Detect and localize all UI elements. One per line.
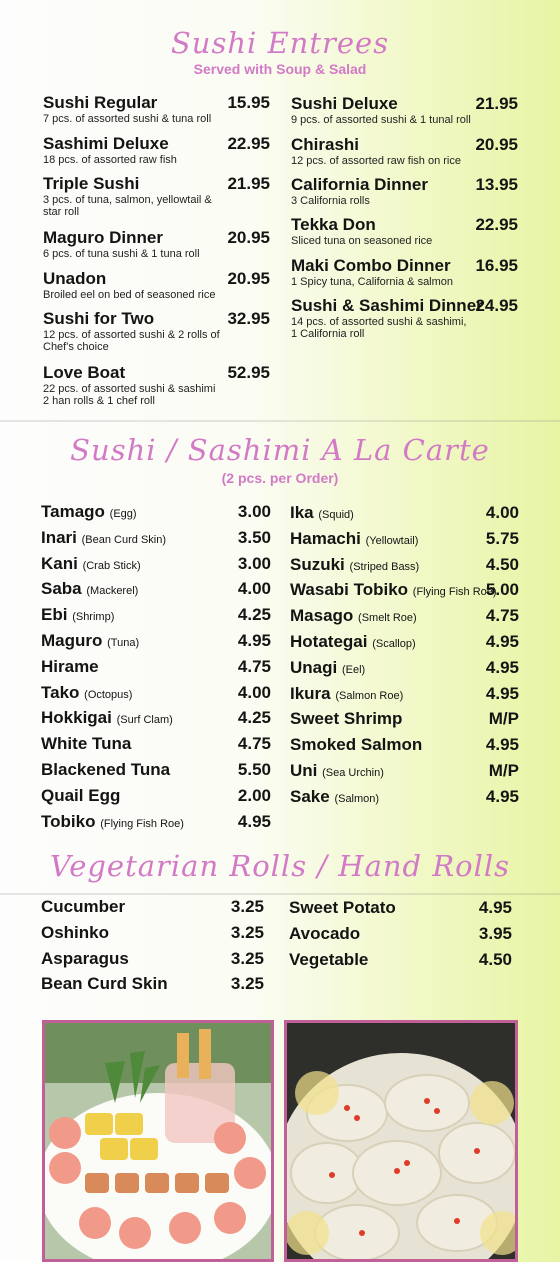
item-description (291, 316, 466, 340)
item-main-name: Tako (41, 682, 80, 702)
item-name (41, 657, 99, 677)
item-price: 4.75 (485, 606, 519, 626)
item-price: 13.95 (475, 175, 518, 194)
item-name: California Dinner (291, 175, 428, 194)
item-price: 4.95 (485, 683, 519, 703)
item-name: Love Boat (43, 363, 126, 382)
item-price: 3.25 (230, 897, 264, 916)
item-price: 4.95 (485, 657, 519, 677)
item-translation: (Yellowtail) (365, 534, 419, 547)
item-price: 4.95 (485, 786, 519, 806)
item-price: 21.95 (475, 94, 518, 113)
item-price: 4.00 (485, 503, 519, 522)
description-line: 7 pcs. of assorted sushi & tuna roll (43, 113, 212, 125)
description-line: 1 Spicy tuna, California & salmon (291, 276, 454, 288)
item-price: 32.95 (227, 309, 270, 328)
item-price: 20.95 (227, 228, 270, 247)
item-description (291, 235, 432, 247)
description-line: 3 pcs. of tuna, salmon, yellowtail & (43, 194, 212, 206)
item-price: 4.95 (485, 735, 519, 755)
item-translation: (Salmon) (334, 792, 380, 805)
item-main-name: Kani (41, 553, 78, 573)
entrees-subtitle: Served with Soup & Salad (193, 61, 367, 77)
item-name (290, 632, 416, 652)
item-price: 2.00 (237, 785, 271, 805)
description-line: 12 pcs. of assorted raw fish on rice (291, 155, 461, 167)
item-price: 4.25 (237, 605, 271, 625)
item-main-name: Smoked Salmon (290, 735, 423, 755)
item-description (43, 113, 211, 125)
item-main-name: Tobiko (41, 811, 96, 831)
item-translation: (Egg) (109, 508, 137, 520)
item-name: Sushi Regular (43, 93, 158, 112)
description-line: 18 pcs. of assorted raw fish (43, 154, 177, 166)
item-translation: (Scallop) (372, 638, 416, 650)
item-name (290, 709, 402, 729)
item-translation: (Salmon Roe) (335, 689, 404, 702)
description-line: 6 pcs. of tuna sushi & 1 tuna roll (43, 248, 200, 260)
description-line: 9 pcs. of assorted sushi & 1 tunal roll (291, 114, 471, 126)
item-price: 15.95 (227, 93, 270, 112)
item-name: Cucumber (41, 897, 126, 916)
item-price: 5.50 (237, 760, 271, 779)
item-price: 4.95 (237, 811, 271, 831)
item-main-name: Uni (290, 761, 318, 780)
item-main-name: Suzuki (290, 554, 345, 574)
description-line: Broiled eel on bed of seasoned rice (43, 289, 216, 301)
alacarte-title: Sushi / Sashimi A La Carte (70, 433, 490, 467)
item-name: Sushi for Two (43, 309, 155, 328)
item-main-name: Quail Egg (41, 785, 121, 805)
item-description (43, 289, 215, 301)
item-name (41, 631, 139, 651)
item-price: 20.95 (227, 269, 270, 288)
item-price: 3.25 (230, 922, 264, 942)
alacarte-subtitle: (2 pcs. per Order) (221, 470, 339, 486)
item-name (41, 786, 120, 806)
item-name: Oshinko (41, 922, 110, 942)
item-name (290, 503, 354, 523)
item-price: 4.25 (237, 708, 271, 728)
item-name: Bean Curd Skin (41, 974, 168, 994)
item-name: Asparagus (41, 948, 129, 968)
description-line: Sliced tuna on seasoned rice (291, 235, 433, 247)
item-translation: (Smelt Roe) (358, 612, 417, 625)
item-name (41, 605, 114, 625)
sushi-platter-photo (42, 1020, 274, 1262)
item-main-name: Sweet Shrimp (290, 709, 403, 729)
item-price: 3.25 (230, 948, 264, 968)
item-name (41, 579, 138, 599)
item-price: 20.95 (475, 135, 518, 154)
item-price: 3.95 (478, 923, 512, 943)
description-line: 2 han rolls & 1 chef roll (43, 395, 155, 407)
item-name (41, 812, 184, 832)
item-main-name: Maguro (41, 631, 103, 650)
item-name: Tekka Don (291, 215, 376, 234)
item-translation: (Striped Bass) (349, 560, 420, 573)
item-translation: (Tuna) (107, 637, 140, 649)
item-translation: (Mackerel) (86, 585, 139, 598)
entrees-title: Sushi Entrees (170, 26, 390, 60)
item-name (290, 555, 419, 575)
item-price: 52.95 (227, 363, 270, 382)
item-translation: (Flying Fish Roe) (412, 586, 497, 599)
item-translation: (Crab Stick) (82, 559, 141, 572)
item-price: 4.95 (485, 632, 519, 651)
item-price: 4.00 (237, 682, 271, 702)
item-name (41, 554, 141, 574)
item-main-name: Sake (290, 786, 330, 806)
item-price: M/P (488, 761, 519, 780)
item-translation: (Sea Urchin) (322, 767, 384, 779)
item-main-name: White Tuna (41, 734, 132, 754)
item-name: Sashimi Deluxe (43, 134, 169, 153)
item-price: M/P (488, 709, 519, 729)
item-price: 21.95 (227, 174, 270, 193)
item-description (43, 194, 212, 218)
item-main-name: Ikura (290, 683, 331, 703)
item-name: Sweet Potato (289, 898, 396, 917)
item-main-name: Masago (290, 606, 354, 626)
item-price: 4.95 (478, 898, 512, 917)
description-line: 3 California rolls (291, 195, 370, 207)
sushi-platter-illustration (45, 1023, 271, 1259)
item-name: Triple Sushi (43, 174, 140, 193)
sashimi-photo (284, 1020, 518, 1262)
item-description (43, 329, 220, 353)
item-description (43, 154, 177, 166)
item-description (291, 276, 453, 288)
item-main-name: Tamago (41, 502, 105, 521)
description-line: 1 California roll (291, 328, 365, 340)
item-translation: (Shrimp) (72, 611, 115, 624)
item-name: Maki Combo Dinner (291, 256, 451, 275)
description-line: 14 pcs. of assorted sushi & sashimi, (291, 316, 467, 328)
item-name: Avocado (289, 923, 361, 943)
item-price: 16.95 (475, 256, 518, 275)
item-price: 4.75 (237, 656, 271, 676)
item-name (41, 734, 131, 754)
item-main-name: Hokkigai (41, 708, 112, 728)
item-name (41, 760, 170, 780)
item-name (290, 735, 422, 755)
item-main-name: Ika (290, 503, 314, 522)
fold-line (0, 893, 560, 895)
item-name (290, 787, 379, 807)
description-line: star roll (43, 206, 80, 218)
description-line: Chef's choice (43, 341, 109, 353)
item-description (291, 114, 471, 126)
item-price: 4.50 (478, 949, 512, 969)
item-translation: (Eel) (341, 663, 366, 676)
item-price: 22.95 (227, 134, 270, 153)
item-description (291, 195, 370, 207)
item-name: Unadon (43, 269, 107, 288)
item-main-name: Wasabi Tobiko (290, 580, 409, 600)
item-price: 3.00 (237, 502, 271, 521)
item-main-name: Inari (41, 527, 77, 547)
item-main-name: Hamachi (290, 528, 361, 548)
item-name (41, 708, 173, 728)
description-line: 12 pcs. of assorted sushi & 2 rolls of (43, 329, 220, 341)
item-main-name: Unagi (290, 657, 338, 677)
item-translation: (Bean Curd Skin) (81, 533, 167, 546)
item-name (41, 528, 166, 548)
item-price: 4.00 (237, 579, 271, 599)
item-description (291, 155, 461, 167)
description-line: 22 pcs. of assorted sushi & sashimi (43, 383, 216, 395)
item-name (290, 606, 417, 626)
fold-line (0, 420, 560, 422)
vegetarian-title: Vegetarian Rolls / Hand Rolls (49, 849, 511, 883)
item-price: 22.95 (475, 215, 518, 234)
item-translation: (Octopus) (84, 688, 133, 701)
item-description (43, 383, 215, 407)
item-main-name: Hotategai (290, 632, 368, 651)
item-translation: (Squid) (318, 509, 354, 521)
item-name (41, 502, 137, 522)
item-name: Chirashi (291, 135, 360, 154)
item-main-name: Saba (41, 579, 82, 599)
item-price: 4.95 (237, 631, 271, 650)
item-translation: (Surf Clam) (116, 714, 173, 727)
item-price: 5.00 (485, 580, 519, 600)
item-main-name: Blackened Tuna (41, 760, 171, 779)
item-name: Vegetable (289, 949, 369, 969)
item-price: 3.25 (230, 974, 264, 994)
item-price: 24.95 (475, 296, 518, 315)
item-name (290, 529, 418, 549)
item-name: Sushi Deluxe (291, 94, 398, 113)
item-name (290, 580, 497, 600)
item-name: Maguro Dinner (43, 228, 163, 247)
item-main-name: Hirame (41, 656, 99, 676)
item-name (290, 658, 365, 678)
item-description (43, 248, 200, 260)
item-name: Sushi & Sashimi Dinner (291, 296, 483, 315)
item-price: 3.00 (237, 553, 271, 573)
item-name (41, 683, 132, 703)
item-price: 5.75 (485, 528, 519, 548)
item-name (290, 761, 384, 781)
sashimi-illustration (287, 1023, 515, 1259)
item-price: 4.75 (237, 734, 271, 754)
item-name (290, 684, 403, 704)
item-main-name: Ebi (41, 605, 68, 625)
item-price: 4.50 (485, 554, 519, 574)
item-translation: (Flying Fish Roe) (100, 817, 184, 830)
item-price: 3.50 (237, 527, 271, 547)
